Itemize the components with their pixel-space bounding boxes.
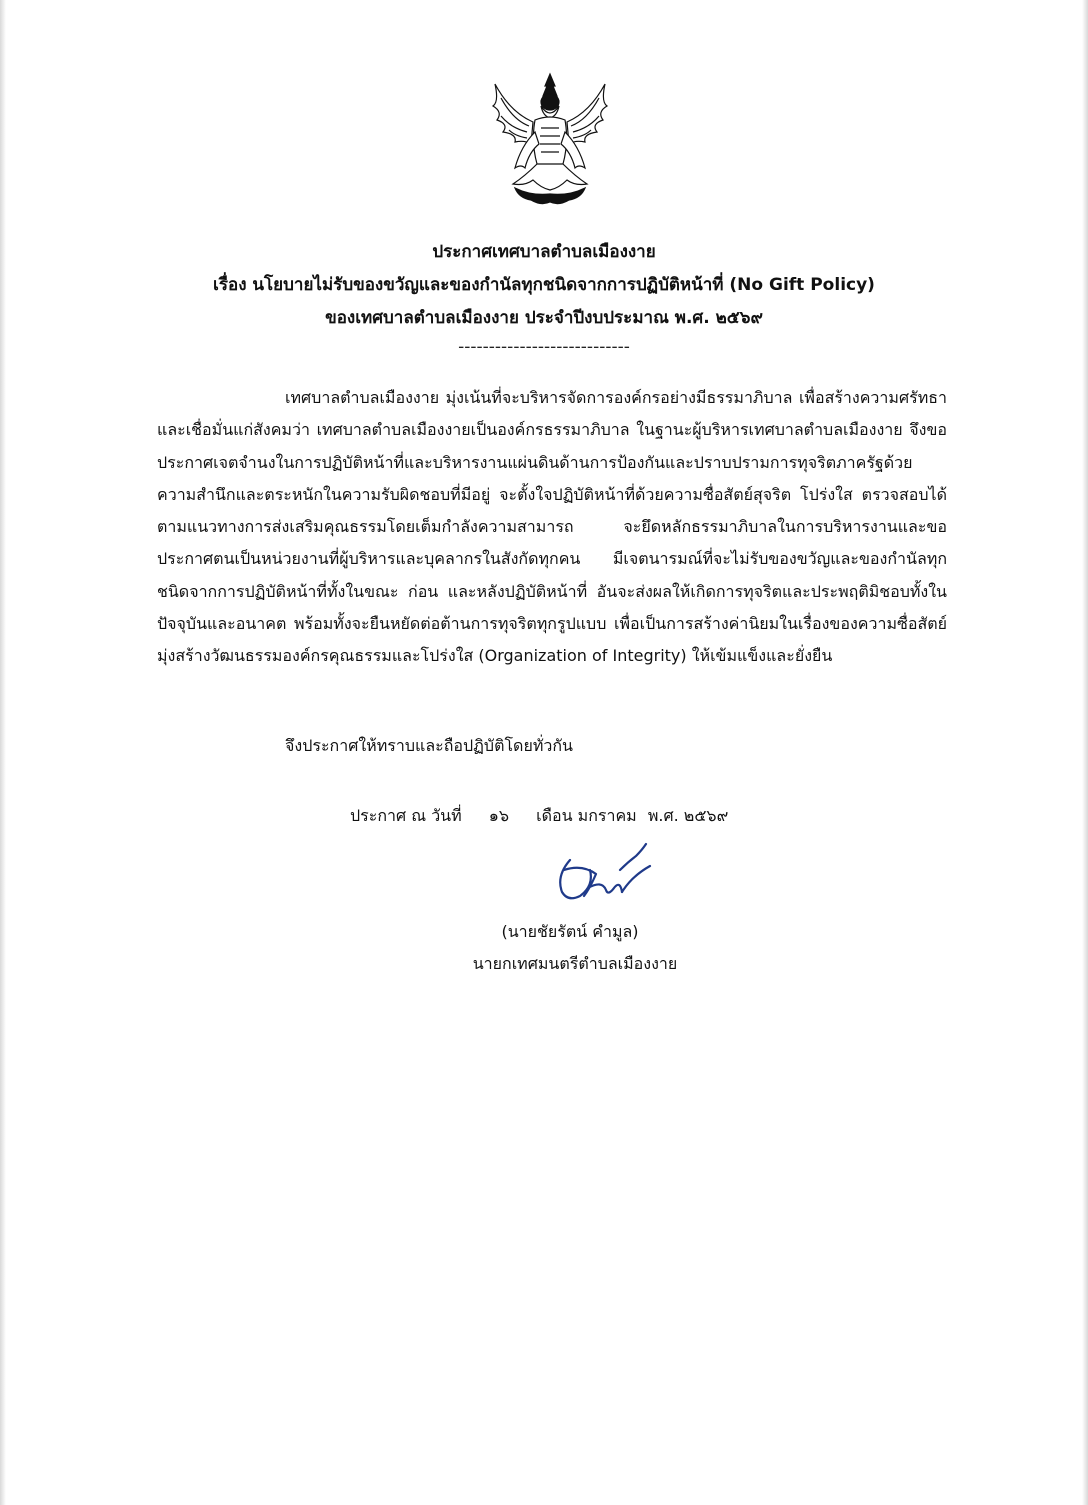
date-prefix: ประกาศ ณ วันที่ [350, 806, 462, 825]
closing-statement: จึงประกาศให้ทราบและถือปฏิบัติโดยทั่วกัน [285, 736, 573, 755]
header-title: ประกาศเทศบาลตำบลเมืองงาย [432, 242, 656, 262]
announcement-date [350, 800, 734, 832]
date-month: เดือน มกราคม [536, 806, 637, 825]
page-edge-right [1082, 0, 1088, 1505]
garuda-emblem-icon [485, 72, 615, 207]
header-subject: เรื่อง นโยบายไม่รับของขวัญและของกำนัลทุกชนิดจากการปฏิบัติหน้าที่ (No Gift Policy) [213, 275, 875, 295]
page-edge-left [0, 0, 6, 1505]
header-fiscal-year: ของเทศบาลตำบลเมืองงาย ประจำปีงบประมาณ พ.ศ. ๒๕๖๙ [325, 308, 763, 328]
header-separator: ---------------------------- [458, 337, 630, 357]
document-header [100, 236, 988, 359]
signature-mark [550, 840, 660, 910]
body-paragraph: เทศบาลตำบลเมืองงาย มุ่งเน้นที่จะบริหารจัดการองค์กรอย่างมีธรรมาภิบาล เพื่อสร้างความศรัทธาและเชื่อมั่นแก่สังคมว่า เทศบาลตำบลเมืองงายเป็นองค์กรธรรมาภิบาล ในฐานะผู้บริหารเทศบาลตำบลเมืองงาย จึงขอประกาศเจตจำนงในการปฏิบัติหน้าที่และบริหารงานแผ่นดินด้านการป้องกันและปราบปรามการทุจริตภาครัฐด้วยความสำนึกและตระหนักในความรับผิดชอบที่มีอยู่ จะตั้งใจปฏิบัติหน้าที่ด้วยความซื่อสัตย์สุจริต โปร่งใส ตรวจสอบได้ ตามแนวทางการส่งเสริมคุณธรรมโดยเต็มกำลังความสามารถ จะยึดหลักธรรมาภิบาลในการบริหารงานและขอประกาศตนเป็นหน่วยงานที่ผู้บริหารและบุคลากรในสังกัดทุกคน มีเจตนารมณ์ที่จะไม่รับของขวัญและของกำนัลทุกชนิดจากการปฏิบัติหน้าที่ทั้งในขณะ ก่อน และหลังปฏิบัติหน้าที่ อันจะส่งผลให้เกิดการทุจริตและประพฤติมิชอบทั้งในปัจจุบันและอนาคต พร้อมทั้งจะยืนหยัดต่อต้านการทุจริตทุกรูปแบบ เพื่อเป็นการสร้างค่านิยมในเรื่องของความซื่อสัตย์มุ่งสร้างวัฒนธรรมองค์กรคุณธรรมและโปร่งใส (Organization of Integrity) ให้เข้มแข็งและยั่งยืน [157, 388, 947, 666]
date-day: ๑๖ [488, 806, 510, 825]
date-year: พ.ศ. ๒๕๖๙ [647, 806, 729, 825]
signer-name: (นายชัยรัตน์ คำมูล) [501, 922, 639, 941]
signer-title: นายกเทศมนตรีตำบลเมืองงาย [472, 954, 678, 973]
